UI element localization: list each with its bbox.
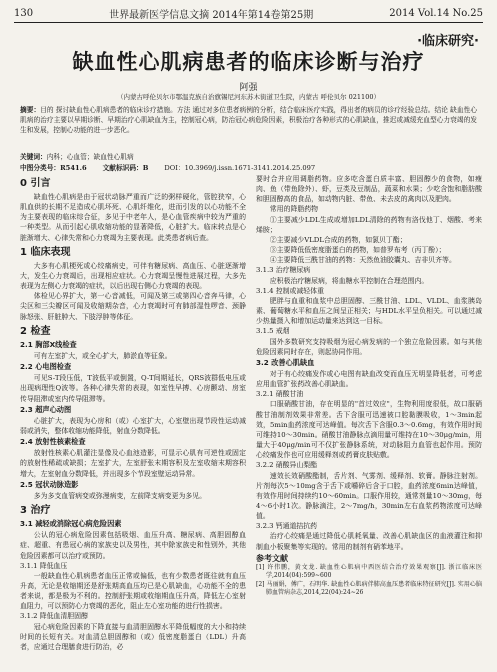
paragraph: 要时合并应用调脂药物。应多吃含蛋白质丰富、胆固醇少的食物，如瘦肉、鱼（带鱼除外）、虾，豆类及豆制品，蔬菜和水果；少吃含饱和脂肪酸和胆固醇高的食品，如动物内脏、带鱼、未去皮的禽肉以及肥肉。 (256, 175, 482, 204)
subheading: 2.5 冠状动脉造影 (20, 479, 79, 489)
subsubheading: 3.1.1 降低血压 (20, 561, 68, 570)
paragraph: 公认的冠心病危险因素包括吸烟、血压升高、糖尿病、高胆固醇血症、超重、有患冠心病的家族史以及男性，其中除家族史和性别外，其他危险因素都可以治疗或预防。 (20, 531, 246, 560)
keywords (20, 151, 477, 161)
list-item: ④主要降低三酰甘油的药物：天然鱼油胶囊丸、吉非贝齐等。 (269, 256, 456, 265)
heading-treatment: 3 治疗 (20, 505, 51, 517)
paragraph: 治疗心绞痛是通过降低心肌耗氧量、改善心肌缺血区的血液灌注和抑制血小板聚集等实现的。常用的制剂有硝苯地平。 (256, 532, 482, 551)
page-number: 130 (14, 7, 34, 19)
subsubheading: 3.2.2 硝酸异山梨酯 (256, 461, 318, 470)
author: 阿强 (239, 83, 258, 93)
list-item: ③主要降低低密度脂蛋白的药物，如普罗布考（丙丁酚）； (269, 246, 446, 255)
subheading: 2.3 超声心动图 (20, 404, 72, 414)
heading-intro: 0 引言 (20, 178, 51, 189)
paragraph: 一般缺血性心肌病患者血压正常或偏低，也有少数患者既往就有血压升高，无论是收缩期还是舒张期高血压均已是心肌缺血，心功能不全的患者来说，都是极为不利的。控制舒张期或收缩期血压升高，降低左心室射血阻力，可以预防心力衰竭的恶化，阻止左心室功能的进行性损害。 (20, 571, 246, 611)
classification-line (20, 162, 477, 172)
paragraph: 可见S-T段压低，T波低平或倒置，Q-T间期延长，QRS波群低电压或出现病理性Q波等。各种心律失常的表现，如室性早搏、心房颤动、房室传导阻滞或室内传导阻滞等。 (20, 374, 246, 403)
keywords-label: 关键词： (20, 153, 47, 161)
subsubheading: 3.1.2 降低血清胆固醇 (20, 612, 88, 621)
paragraph: 肥胖与血重和血浆中总胆固醇、三酰甘油、LDL、VLDL、血浆胰岛素、葡萄糖水平和血压之间呈正相关；与HDL水平呈负相关。可以通过减少热量摄入和增加运动量来达到这一目标。 (256, 296, 482, 326)
subsubheading: 3.1.3 治疗糖尿病 (256, 266, 311, 275)
subsubheading: 3.2.3 钙通道拮抗药 (256, 522, 318, 531)
references-heading: 参考文献 (256, 553, 288, 563)
list-item: ①主要减少LDL生成或增加LDL清除的药物有洛伐他丁、烟酸、考来烯胺； (256, 215, 482, 234)
paragraph: 缺血性心肌病是由于冠状动脉严重而广泛的粥样硬化，管腔狭窄，心肌血供的长期不足造成心肌坏死、心肌纤维化，进而引发的以心功能不全为主要表现的临床综合征，多见于中老年人，是心血管疾病中较为严重的一种类型。从而引起心肌收缩功能的显著降低，心脏扩大。临床转点是心脏渐增大、心律失常和心力衰竭为主要表现。此类患者病后查。 (20, 193, 246, 242)
reference-item: [2] 马丽娟，傅广，石明华. 缺血性心肌病伴肺高血压患者临床特征研究[J]. 实用心脑肺血管病杂志,2014,22(04):24~26 (256, 580, 482, 597)
paragraph: 心脏扩大，表现为心房和（或）心室扩大，心室壁出现节段性运动减弱或消失，整体收缩功能降低，射血分数降低。 (20, 416, 246, 435)
heading-exam: 2 检查 (20, 325, 51, 337)
keywords-text: 内科；心血管；缺血性心肌病 (46, 153, 134, 161)
paragraph: 放射性核素心肌灌注显像及心血池造影，可显示心肌有可逆性或固定的放射性稀疏或缺损；左室扩大，左室舒张末期容积及左室收缩末期容积增大，左室射血分数降低，并出现多个节段室壁运动异常。 (20, 449, 246, 478)
heading-clinical: 1 临床表现 (20, 246, 71, 258)
paragraph: 口服硝酸甘油，存在明显的"首过效应"，生物利用度很低，故口服硝酸甘油制剂效果非常差。舌下含服可迅速被口腔黏膜吸收，1～3min起效，5min血药浓度可达峰值。每次舌下含服0.3～0.6mg，有效作用时间可维持10～30min。硝酸甘油静脉点滴用量可维持在10～30μg/min，用量大于40μg/min可不仅扩张静脉系统，对动脉阻力血管也起作用。预防心绞痛发作也可应用缓释剂或药膏皮肤贴敷。 (256, 400, 482, 460)
clc-number: 中图分类号：R541.6 (20, 164, 87, 172)
subheading: 2.1 胸部X线检查 (20, 339, 77, 349)
paragraph: 速效长效硝酸酯制，舌片剂、气雾剂、缓释剂、软膏。静脉注射剂。片剂每次5～10mg含于舌下或嚼碎后含于口腔，血药浓度6min达峰值，有效作用时间持续约10～60min。口服作用较，通常剂量10～30mg，每4～6小时1次。静脉滴注，2～7mg/h，30min左右血浆药物浓度可达峰值。 (256, 471, 482, 521)
paragraph: 可有左室扩大，或全心扩大，肺淤血等征象。 (33, 351, 172, 360)
paragraph: 国外多数研究支持吸烟为冠心病发病的一个独立危险因素。如与其他危险因素同时存在，则起协同作用。 (256, 337, 482, 356)
paper-title: 缺血性心肌病患者的临床诊断与治疗 (72, 49, 425, 74)
journal-name: 世界最新医学信息文摘 2014年第14卷第25期 (109, 9, 314, 21)
paragraph: 体检见心界扩大，第一心音减低，可闻及第三或第四心音奔马律，心尖区和三尖瓣区可闻及收缩期杂音，心力衰竭时可有肺部湿性啰音、颈静脉怒张、肝脏肿大、下肢浮肿等体征。 (20, 292, 246, 321)
abstract (20, 105, 477, 136)
paragraph: 常用的降脂药物 (269, 205, 319, 214)
header-rule (14, 22, 483, 23)
paragraph: 冠心病危险因素的下降直接与血清胆固醇水平降低幅度的大小和持续时间的长短有关。对血清总胆固醇和（或）低密度脂蛋白（LDL）升高者，应通过合理膳食进行防治，必 (20, 622, 246, 651)
list-item: ②主要减少VLDL合成的药物，如氯贝丁酯； (269, 235, 407, 244)
abstract-text: 目的 探讨缺血性心肌病患者的临床诊疗措施。方法 通过对多位患者病例的分析，结合临床医疗实践，得出者的病员的诊疗经验总结。结论 缺血性心肌病的治疗主要以早期诊断、早期治疗心肌缺血为主，控制冠心病，防治冠心病危险因素，积极治疗各种形式的心肌缺血，推迟或减缓充血型心力衰竭的发生和发展，控制心功能的进一步恶化。 (20, 106, 478, 135)
subsubheading: 3.1.5 戒烟 (256, 327, 290, 336)
subheading: 3.1 减轻或消除冠心病危险因素 (20, 519, 122, 529)
running-header (14, 6, 483, 20)
subsubheading: 3.2.1 硝酸甘油 (256, 390, 304, 399)
subsubheading: 3.1.4 控制或减轻体重 (256, 286, 324, 295)
paragraph: 多为多支血管病变或弥漫病变，左前降支病变更为多见。 (33, 491, 207, 500)
section-tag: ·临床研究· (417, 34, 479, 49)
paragraph: 应积极治疗糖尿病，将血糖水平控制在合理范围内。 (269, 276, 429, 285)
subheading: 2.2 心电图检查 (20, 362, 72, 372)
paragraph: 对于有心绞痛发作或心电图有缺血改变而血压无明显降低者，可考虑应用血管扩张药改善心肌缺血。 (256, 369, 482, 389)
abstract-label: 摘要： (20, 106, 41, 114)
doc-code: 文献标识码：B (102, 164, 149, 172)
subheading: 2.4 放射性核素检查 (20, 437, 86, 447)
paragraph: 大多有心肌梗死或心绞痛病史，可伴有糖尿病、高血压、心脏逐渐增大，发生心力衰竭后，出现相应症状。心力衰竭呈慢性进展过程，大多先表现为左侧心力衰竭的症状，以后出现右侧心力衰竭的表现。 (20, 261, 246, 291)
subheading: 3.2 改善心肌缺血 (256, 357, 315, 367)
doi: DOI：10.3969/j.issn.1671-3141.2014.25.097 (164, 164, 316, 172)
reference-item: [1] 许伟鹏，黄文龙. 缺血性心肌病中西医结合治疗效果观察[J]. 浙江临床医学,2014(04):599~600 (256, 563, 482, 580)
right-column (256, 174, 482, 598)
left-column (20, 174, 246, 652)
affiliation: （内蒙古呼伦贝尔市鄂温克族自治旗锡尼河东苏木街道卫生院，内蒙古 呼伦贝尔 021100） (117, 93, 380, 101)
issue-en: 2014 Vol.14 No.25 (389, 7, 483, 19)
